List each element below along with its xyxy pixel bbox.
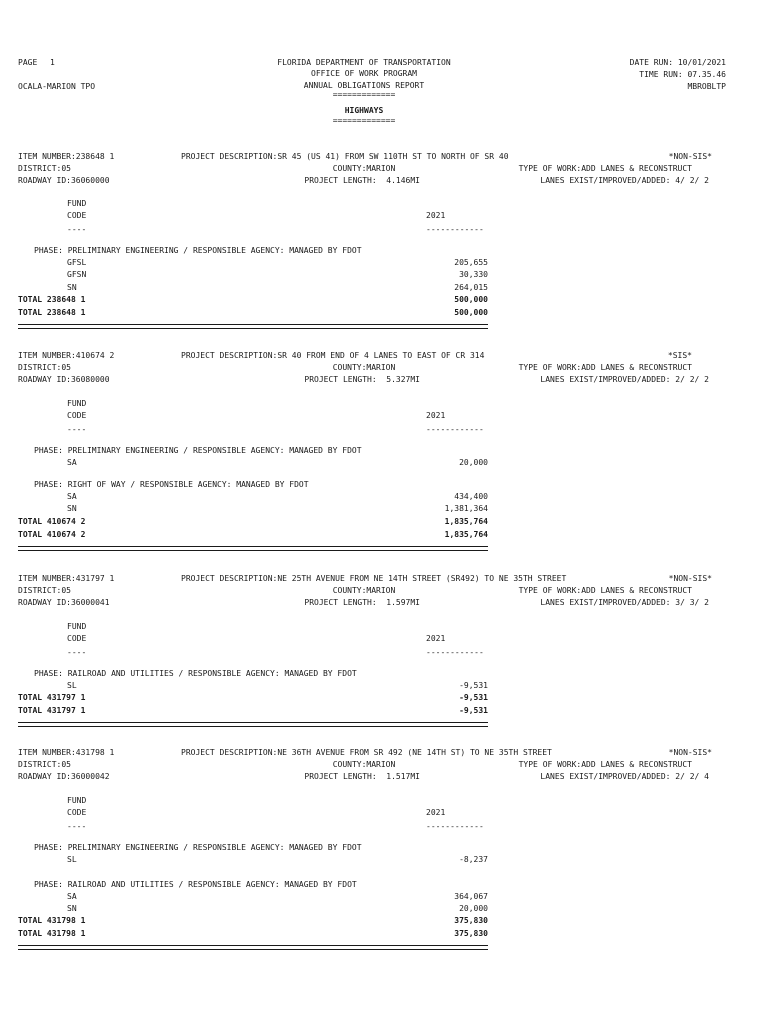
year-rule: ------------ <box>426 648 484 657</box>
phase-title: PHASE: PRELIMINARY ENGINEERING / RESPONSIBLE AGENCY: MANAGED BY FDOT <box>34 843 362 852</box>
fund-header: FUND <box>67 622 87 631</box>
code-header: CODE <box>67 808 87 817</box>
roadway-id: ROADWAY ID:36080000 <box>18 375 110 384</box>
sis-status: *SIS* <box>667 351 692 360</box>
org-name: OCALA-MARION TPO <box>18 82 96 91</box>
district: DISTRICT:05 <box>18 760 71 769</box>
county: COUNTY:MARION <box>332 164 396 173</box>
fund-code: SN <box>67 283 77 292</box>
fund-header: FUND <box>67 199 87 208</box>
fund-amount: -9,531 <box>459 681 488 690</box>
fund-code: SA <box>67 492 77 501</box>
program-id: MBROBLTP <box>687 82 726 91</box>
project-divider <box>18 324 488 329</box>
total-label: TOTAL 431798 1 <box>18 929 86 938</box>
code-rule: ---- <box>67 648 87 657</box>
project-description: PROJECT DESCRIPTION:SR 40 FROM END OF 4 LANES TO EAST OF CR 314 <box>181 351 485 360</box>
work-type: TYPE OF WORK:ADD LANES & RECONSTRUCT <box>518 586 692 595</box>
item-number: ITEM NUMBER:410674 2 <box>18 351 115 360</box>
fund-code: SL <box>67 855 77 864</box>
item-number: ITEM NUMBER:431798 1 <box>18 748 115 757</box>
total-amount: 500,000 <box>454 295 488 304</box>
project-description: PROJECT DESCRIPTION:SR 45 (US 41) FROM SW 110TH ST TO NORTH OF SR 40 <box>181 152 509 161</box>
total-amount: -9,531 <box>459 706 488 715</box>
page-number: 1 <box>50 58 55 67</box>
sis-status: *NON-SIS* <box>668 152 712 161</box>
roadway-id: ROADWAY ID:36060000 <box>18 176 110 185</box>
fund-header: FUND <box>67 399 87 408</box>
time-run: TIME RUN: 07.35.46 <box>639 70 726 79</box>
total-amount: 375,830 <box>454 929 488 938</box>
year-header: 2021 <box>426 634 446 643</box>
sis-status: *NON-SIS* <box>668 748 712 757</box>
project-length: PROJECT LENGTH: 1.597MI <box>304 598 420 607</box>
project-description: PROJECT DESCRIPTION:NE 25TH AVENUE FROM NE 14TH STREET (SR492) TO NE 35TH STREET <box>181 574 567 583</box>
phase-title: PHASE: RAILROAD AND UTILITIES / RESPONSIBLE AGENCY: MANAGED BY FDOT <box>34 669 357 678</box>
fund-amount: 1,381,364 <box>444 504 488 513</box>
date-run: DATE RUN: 10/01/2021 <box>629 58 726 67</box>
fund-amount: 20,000 <box>459 458 488 467</box>
page-label: PAGE <box>18 58 38 67</box>
total-label: TOTAL 431797 1 <box>18 706 86 715</box>
project-divider <box>18 945 488 950</box>
year-header: 2021 <box>426 211 446 220</box>
total-label: TOTAL 238648 1 <box>18 295 86 304</box>
total-label: TOTAL 238648 1 <box>18 308 86 317</box>
year-header: 2021 <box>426 411 446 420</box>
total-label: TOTAL 410674 2 <box>18 517 86 526</box>
fund-code: SN <box>67 904 77 913</box>
fund-amount: 364,067 <box>454 892 488 901</box>
dept-title: FLORIDA DEPARTMENT OF TRANSPORTATION <box>277 58 451 67</box>
total-amount: 1,835,764 <box>444 530 488 539</box>
work-type: TYPE OF WORK:ADD LANES & RECONSTRUCT <box>518 164 692 173</box>
project-description: PROJECT DESCRIPTION:NE 36TH AVENUE FROM SR 492 (NE 14TH ST) TO NE 35TH STREET <box>181 748 552 757</box>
year-rule: ------------ <box>426 225 484 234</box>
phase-title: PHASE: PRELIMINARY ENGINEERING / RESPONSIBLE AGENCY: MANAGED BY FDOT <box>34 246 362 255</box>
lanes-info: LANES EXIST/IMPROVED/ADDED: 2/ 2/ 4 <box>540 772 709 781</box>
code-rule: ---- <box>67 822 87 831</box>
district: DISTRICT:05 <box>18 586 71 595</box>
roadway-id: ROADWAY ID:36000041 <box>18 598 110 607</box>
code-header: CODE <box>67 211 87 220</box>
district: DISTRICT:05 <box>18 363 71 372</box>
fund-code: GFSL <box>67 258 87 267</box>
report-title: ANNUAL OBLIGATIONS REPORT <box>303 81 425 90</box>
fund-amount: 205,655 <box>454 258 488 267</box>
fund-header: FUND <box>67 796 87 805</box>
fund-code: SL <box>67 681 77 690</box>
report-rule: ============= <box>332 90 396 99</box>
total-label: TOTAL 431797 1 <box>18 693 86 702</box>
section-title: HIGHWAYS <box>344 106 384 115</box>
project-divider <box>18 546 488 551</box>
fund-amount: 20,000 <box>459 904 488 913</box>
total-label: TOTAL 431798 1 <box>18 916 86 925</box>
fund-amount: 434,400 <box>454 492 488 501</box>
phase-title: PHASE: PRELIMINARY ENGINEERING / RESPONSIBLE AGENCY: MANAGED BY FDOT <box>34 446 362 455</box>
project-length: PROJECT LENGTH: 4.146MI <box>304 176 420 185</box>
sis-status: *NON-SIS* <box>668 574 712 583</box>
fund-code: SA <box>67 892 77 901</box>
phase-title: PHASE: RAILROAD AND UTILITIES / RESPONSIBLE AGENCY: MANAGED BY FDOT <box>34 880 357 889</box>
lanes-info: LANES EXIST/IMPROVED/ADDED: 2/ 2/ 2 <box>540 375 709 384</box>
code-header: CODE <box>67 634 87 643</box>
fund-code: GFSN <box>67 270 87 279</box>
year-rule: ------------ <box>426 822 484 831</box>
project-divider <box>18 722 488 727</box>
section-rule: ============= <box>332 116 396 125</box>
work-type: TYPE OF WORK:ADD LANES & RECONSTRUCT <box>518 363 692 372</box>
fund-amount: 264,015 <box>454 283 488 292</box>
county: COUNTY:MARION <box>332 363 396 372</box>
year-header: 2021 <box>426 808 446 817</box>
county: COUNTY:MARION <box>332 586 396 595</box>
county: COUNTY:MARION <box>332 760 396 769</box>
total-label: TOTAL 410674 2 <box>18 530 86 539</box>
code-rule: ---- <box>67 425 87 434</box>
total-amount: -9,531 <box>459 693 488 702</box>
fund-code: SN <box>67 504 77 513</box>
project-length: PROJECT LENGTH: 5.327MI <box>304 375 420 384</box>
phase-title: PHASE: RIGHT OF WAY / RESPONSIBLE AGENCY: MANAGED BY FDOT <box>34 480 309 489</box>
roadway-id: ROADWAY ID:36000042 <box>18 772 110 781</box>
lanes-info: LANES EXIST/IMPROVED/ADDED: 4/ 2/ 2 <box>540 176 709 185</box>
item-number: ITEM NUMBER:431797 1 <box>18 574 115 583</box>
fund-amount: -8,237 <box>459 855 488 864</box>
lanes-info: LANES EXIST/IMPROVED/ADDED: 3/ 3/ 2 <box>540 598 709 607</box>
fund-amount: 30,330 <box>459 270 488 279</box>
item-number: ITEM NUMBER:238648 1 <box>18 152 115 161</box>
work-type: TYPE OF WORK:ADD LANES & RECONSTRUCT <box>518 760 692 769</box>
total-amount: 1,835,764 <box>444 517 488 526</box>
project-length: PROJECT LENGTH: 1.517MI <box>304 772 420 781</box>
total-amount: 500,000 <box>454 308 488 317</box>
code-rule: ---- <box>67 225 87 234</box>
total-amount: 375,830 <box>454 916 488 925</box>
office-title: OFFICE OF WORK PROGRAM <box>311 69 417 78</box>
fund-code: SA <box>67 458 77 467</box>
year-rule: ------------ <box>426 425 484 434</box>
district: DISTRICT:05 <box>18 164 71 173</box>
code-header: CODE <box>67 411 87 420</box>
